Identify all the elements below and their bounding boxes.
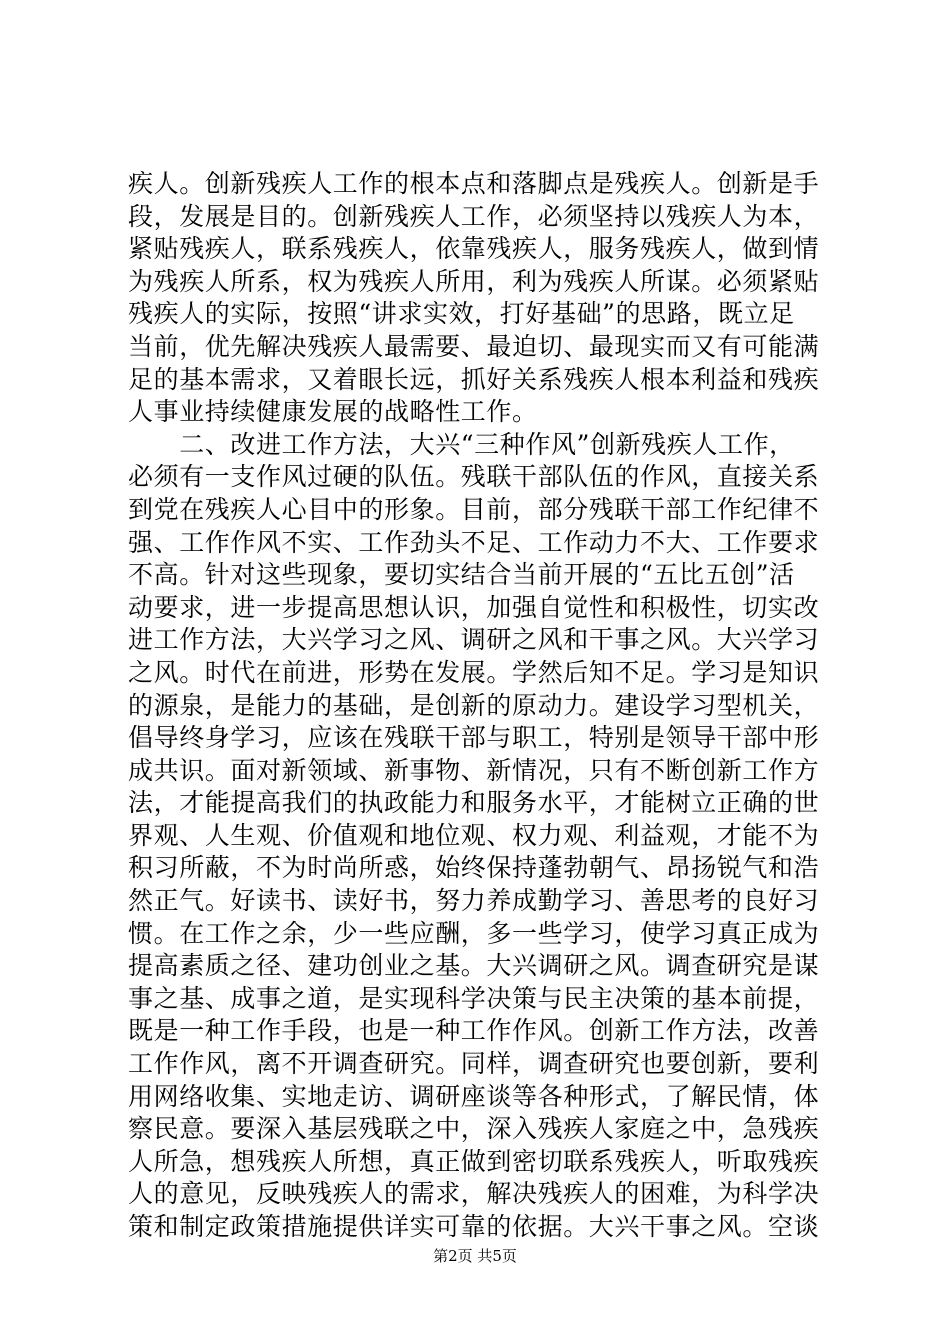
text-line: 界观、人生观、价值观和地位观、权力观、利益观，才能不为	[128, 820, 820, 850]
text-line: 为残疾人所系，权为残疾人所用，利为残疾人所谋。必须紧贴	[128, 266, 820, 296]
text-line: 提高素质之径、建功创业之基。大兴调研之风。调查研究是谋	[128, 951, 820, 981]
text-line: 动要求，进一步提高思想认识，加强自觉性和积极性，切实改	[128, 592, 820, 622]
text-line: 人的意见，反映残疾人的需求，解决残疾人的困难，为科学决	[128, 1179, 820, 1209]
text-line: 紧贴残疾人，联系残疾人，依靠残疾人，服务残疾人，做到情	[128, 234, 820, 264]
text-line: 既是一种工作手段，也是一种工作作风。创新工作方法，改善	[128, 1016, 820, 1046]
text-line: 当前，优先解决残疾人最需要、最迫切、最现实而又有可能满	[128, 331, 820, 361]
text-line: 之风。时代在前进，形势在发展。学然后知不足。学习是知识	[128, 657, 820, 687]
page-footer	[0, 1246, 950, 1266]
text-line: 察民意。要深入基层残联之中，深入残疾人家庭之中，急残疾	[128, 1114, 820, 1144]
text-line: 成共识。面对新领域、新事物、新情况，只有不断创新工作方	[128, 755, 820, 785]
text-line: 积习所蔽，不为时尚所惑，始终保持蓬勃朝气、昂扬锐气和浩	[128, 853, 820, 883]
text-line: 事之基、成事之道，是实现科学决策与民主决策的基本前提，	[128, 983, 820, 1013]
text-line: 法，才能提高我们的执政能力和服务水平，才能树立正确的世	[128, 788, 820, 818]
text-line: 必须有一支作风过硬的队伍。残联干部队伍的作风，直接关系	[128, 462, 820, 492]
text-line: 强、工作作风不实、工作劲头不足、工作动力不大、工作要求	[128, 527, 820, 557]
text-line: 二、改进工作方法，大兴“三种作风”创新残疾人工作，	[128, 429, 795, 459]
text-line: 进工作方法，大兴学习之风、调研之风和干事之风。大兴学习	[128, 625, 820, 655]
text-line: 段，发展是目的。创新残疾人工作，必须坚持以残疾人为本，	[128, 201, 820, 231]
text-line: 不高。针对这些现象，要切实结合当前开展的“五比五创”活	[128, 560, 795, 590]
text-line: 倡导终身学习，应该在残联干部与职工，特别是领导干部中形	[128, 723, 820, 753]
text-line: 用网络收集、实地走访、调研座谈等各种形式，了解民情，体	[128, 1081, 820, 1111]
body-text	[128, 168, 828, 1244]
page-number: 第2页 共5页	[433, 1247, 517, 1265]
text-line: 工作作风，离不开调查研究。同样，调查研究也要创新，要利	[128, 1049, 820, 1079]
text-line: 疾人。创新残疾人工作的根本点和落脚点是残疾人。创新是手	[128, 169, 820, 198]
text-line: 惯。在工作之余，少一些应酬，多一些学习，使学习真正成为	[128, 918, 820, 948]
text-line: 到党在残疾人心目中的形象。目前，部分残联干部工作纪律不	[128, 494, 820, 524]
text-line: 的源泉，是能力的基础，是创新的原动力。建设学习型机关，	[128, 690, 820, 720]
text-line: 人事业持续健康发展的战略性工作。	[128, 397, 538, 427]
text-line: 策和制定政策措施提供详实可靠的依据。大兴干事之风。空谈	[128, 1212, 820, 1241]
text-line: 足的基本需求，又着眼长远，抓好关系残疾人根本利益和残疾	[128, 364, 820, 394]
text-line: 残疾人的实际，按照“讲求实效，打好基础”的思路，既立足	[128, 299, 795, 329]
text-line: 人所急，想残疾人所想，真正做到密切联系残疾人，听取残疾	[128, 1146, 820, 1176]
text-line: 然正气。好读书、读好书，努力养成勤学习、善思考的良好习	[128, 886, 820, 916]
